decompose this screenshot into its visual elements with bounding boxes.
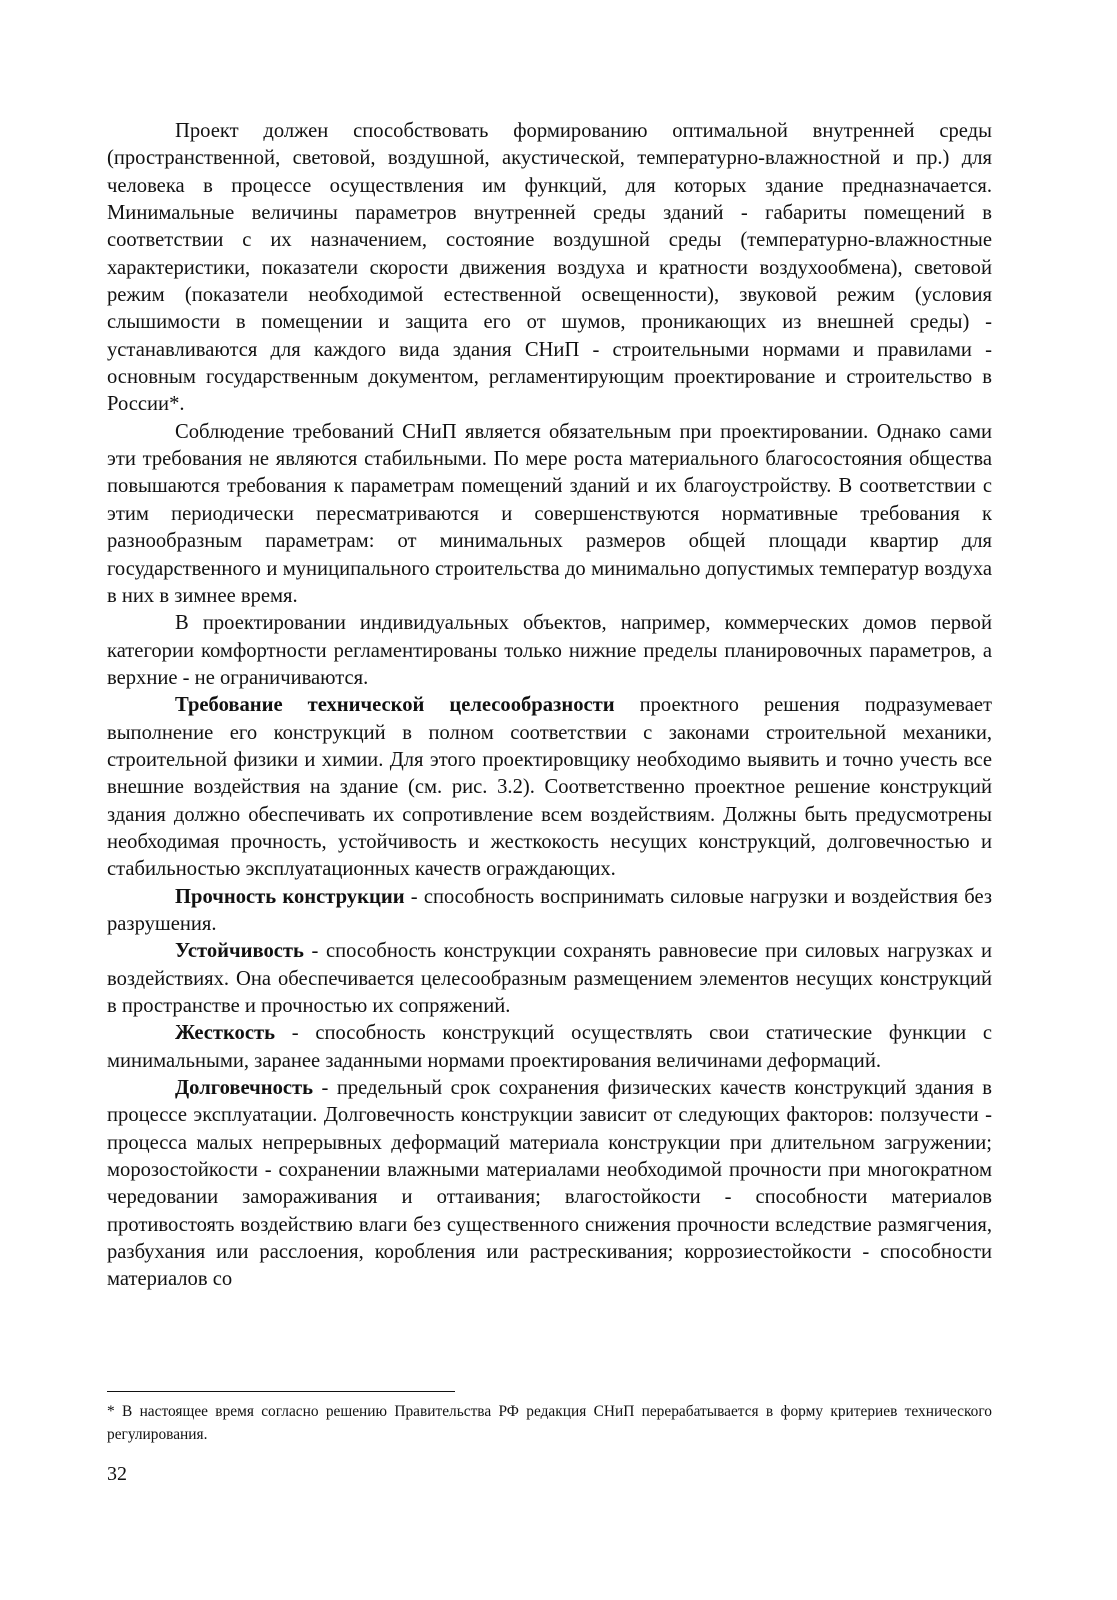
paragraph: [107, 610, 992, 692]
text-segment: - способность конструкций осуществлять свои статические функции с минимальными, заранее заданными нормами проектирования величинами деформаций.: [107, 1022, 992, 1072]
term-technical-feasibility: Требование технической целесообразности: [175, 694, 615, 717]
text-segment: - предельный срок сохранения физических качеств конструкций здания в процессе эксплуатации. Долговечность конструкции зависит от следующих факторов: ползучести - процесса малых непрерывных деформаций материала конструкции при длительном загружении; морозостойкости - сохранении влажными материалами необходимой прочности при многократном чередовании замораживания и оттаивания; влагостойкости - способности материалов противостоять воздействию влаги без существенного снижения прочности вследствие размягчения, разбухания или расслоения, коробления или растрескивания; коррозиестойкости - способности материалов со: [107, 1077, 992, 1291]
page-number: 32: [107, 1463, 127, 1485]
paragraph: [107, 692, 992, 883]
term-durability: Долговечность: [175, 1077, 314, 1100]
body-text: [107, 118, 992, 1294]
text-segment: - способность воспринимать силовые нагрузки и воздействия без разрушения.: [107, 885, 992, 935]
paragraph: [107, 884, 992, 939]
text-segment: - способность конструкции сохранять равновесие при силовых нагрузках и воздействиях. Она обеспечивается целесообразным размещением элементов несущих конструкций в пространстве и прочностью их сопряжений.: [107, 940, 992, 1017]
footnote-divider: [107, 1391, 455, 1392]
term-rigidity: Жесткость: [175, 1022, 276, 1045]
paragraph: [107, 1075, 992, 1294]
paragraph: [107, 118, 992, 419]
paragraph: [107, 419, 992, 610]
paragraph: [107, 938, 992, 1020]
paragraph: [107, 1020, 992, 1075]
text-segment: проектного решения подразумевает выполнение его конструкций в полном соответствии с законами строительной механики, строительной физики и химии. Для этого проектировщику необходимо выявить и точно учесть все внешние воздействия на здание (см. рис. 3.2). Соответственно проектное решение конструкций здания должно обеспечивать их сопротивление всем воздействиям. Должны быть предусмотрены необходимая прочность, устойчивость и жесткокость несущих конструкций, долговечностью и стабильностью эксплуатационных качеств ограждающих.: [107, 694, 992, 881]
text-segment: В проектировании индивидуальных объектов, например, коммерческих домов первой категории комфортности регламентированы только нижние пределы планировочных параметров, а верхние - не ограничиваются.: [107, 612, 992, 689]
text-segment: Соблюдение требований СНиП является обязательным при проектировании. Однако сами эти требования не являются стабильными. По мере роста материального благосостояния общества повышаются требования к параметрам помещений зданий и их благоустройству. В соответствии с этим периодически пересматриваются и совершенствуются нормативные требования к разнообразным параметрам: от минимальных размеров общей площади квартир для государственного и муниципального строительства до минимально допустимых температур воздуха в них в зимнее время.: [107, 420, 992, 607]
term-strength: Прочность конструкции: [175, 885, 405, 908]
term-stability: Устойчивость: [175, 940, 304, 963]
text-segment: Проект должен способствовать формированию оптимальной внутренней среды (пространственной, световой, воздушной, акустической, температурно-влажностной и пр.) для человека в процессе осуществления им функций, для которых здание предназначается. Минимальные величины параметров внутренней среды зданий - габариты помещений в соответствии с их назначением, состояние воздушной среды (температурно-влажностные характеристики, показатели скорости движения воздуха и кратности воздухообмена), световой режим (показатели необходимой естественной освещенности), звуковой режим (условия слышимости в помещении и защита его от шумов, проникающих из внешней среды) - устанавливаются для каждого вида здания СНиП - строительными нормами и правилами - основным государственным документом, регламентирующим проектирование и строительство в России*.: [107, 120, 992, 416]
footnote: * В настоящее время согласно решению Правительства РФ редакция СНиП перерабатывается в форму критериев технического регулирования.: [107, 1403, 992, 1443]
